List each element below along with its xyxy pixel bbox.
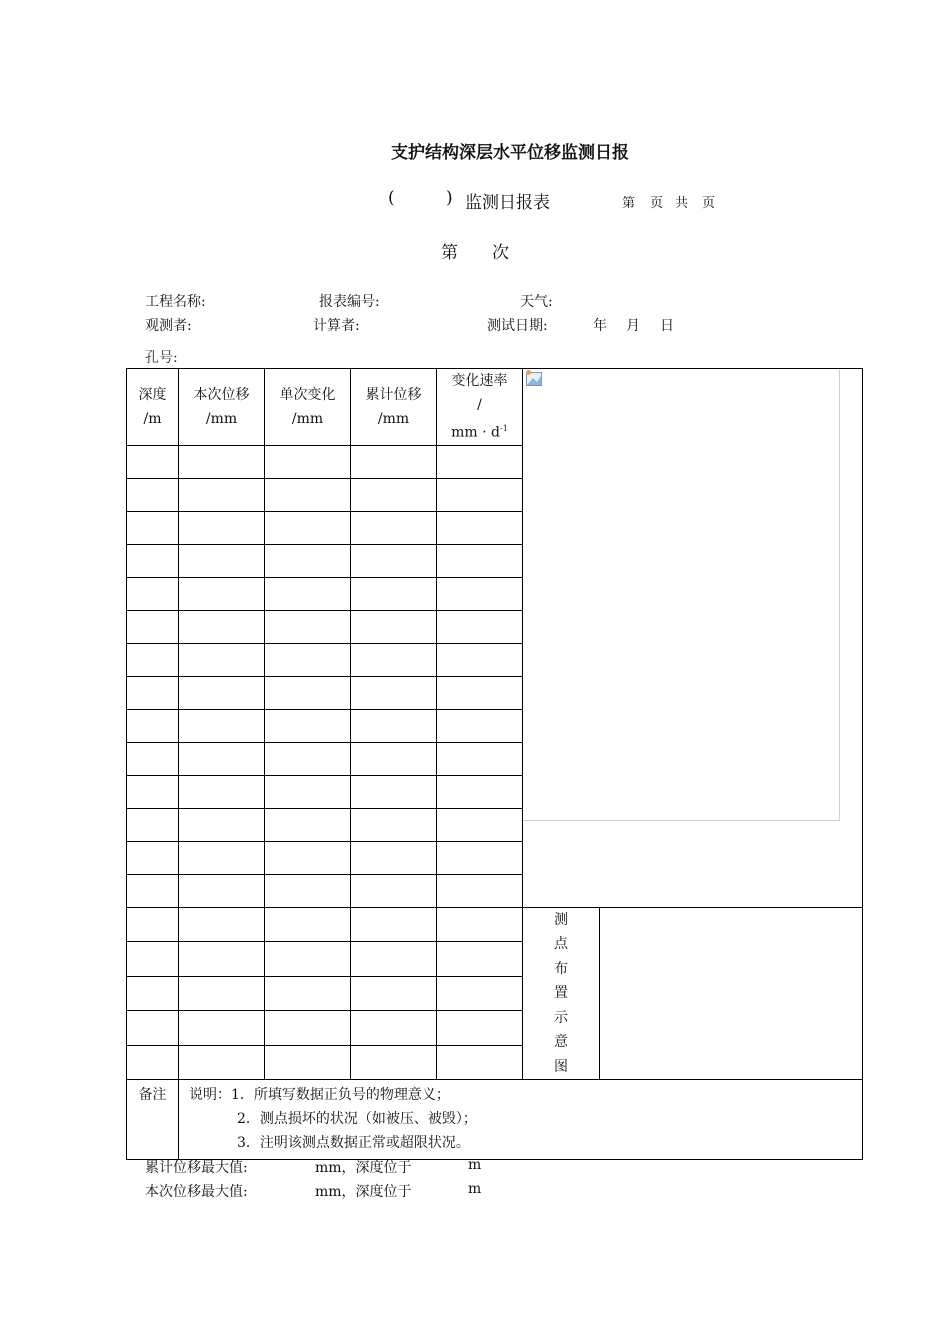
single-change-cell[interactable] — [265, 610, 351, 643]
cumulative-displacement-cell[interactable] — [351, 478, 437, 511]
header-depth — [127, 369, 179, 446]
current-displacement-cell[interactable] — [179, 1045, 265, 1080]
layout-diagram-label — [523, 907, 600, 1080]
depth-cell[interactable] — [127, 544, 179, 577]
depth-cell[interactable] — [127, 1045, 179, 1080]
header-cumulative-a: 累计位移 — [365, 386, 422, 403]
change-rate-cell[interactable] — [437, 907, 523, 942]
cumulative-displacement-cell[interactable] — [351, 1045, 437, 1080]
header-rate-b: / — [477, 397, 482, 413]
change-rate-cell[interactable] — [437, 709, 523, 742]
subtitle-paren-open: ( — [388, 188, 395, 208]
depth-cell[interactable] — [127, 775, 179, 808]
change-rate-cell[interactable] — [437, 577, 523, 610]
cumulative-displacement-cell[interactable] — [351, 544, 437, 577]
change-rate-cell[interactable] — [437, 976, 523, 1011]
weather-label: 天气: — [520, 294, 553, 310]
project-name-label: 工程名称: — [145, 294, 206, 310]
depth-cell[interactable] — [127, 976, 179, 1011]
depth-cell[interactable] — [127, 610, 179, 643]
single-change-cell[interactable] — [265, 841, 351, 874]
cumulative-displacement-cell[interactable] — [351, 1011, 437, 1046]
depth-cell[interactable] — [127, 841, 179, 874]
depth-cell[interactable] — [127, 445, 179, 478]
single-change-cell[interactable] — [265, 976, 351, 1011]
max-current-label: 本次位移最大值: — [145, 1184, 248, 1200]
calculator-label: 计算者: — [313, 318, 360, 334]
change-rate-cell[interactable] — [437, 775, 523, 808]
change-rate-cell[interactable] — [437, 511, 523, 544]
single-change-cell[interactable] — [265, 1045, 351, 1080]
note-line-1: 说明：1．所填写数据正负号的物理意义； — [189, 1087, 450, 1104]
single-change-cell[interactable] — [265, 445, 351, 478]
single-change-cell[interactable] — [265, 577, 351, 610]
test-date-label: 测试日期: — [487, 318, 548, 334]
current-displacement-cell[interactable] — [179, 445, 265, 478]
change-rate-cell[interactable] — [437, 942, 523, 977]
displacement-chart-placeholder — [523, 369, 840, 821]
single-change-cell[interactable] — [265, 544, 351, 577]
max-current-m: m — [468, 1181, 482, 1197]
current-displacement-cell[interactable] — [179, 874, 265, 907]
current-displacement-cell[interactable] — [179, 1011, 265, 1046]
single-change-cell[interactable] — [265, 643, 351, 676]
notes-row — [127, 1080, 863, 1160]
current-displacement-cell[interactable] — [179, 907, 265, 942]
header-current-displacement — [179, 369, 265, 446]
single-change-cell[interactable] — [265, 775, 351, 808]
cumulative-displacement-cell[interactable] — [351, 942, 437, 977]
cumulative-displacement-cell[interactable] — [351, 643, 437, 676]
hole-no-label: 孔号: — [145, 350, 178, 366]
notes-body — [179, 1080, 863, 1160]
cumulative-displacement-cell[interactable] — [351, 676, 437, 709]
monitoring-table — [126, 368, 863, 1160]
header-rate-a: 变化速率 — [451, 373, 508, 389]
current-displacement-cell[interactable] — [179, 643, 265, 676]
header-depth-a: 深度 — [138, 386, 167, 403]
layout-label-char: 意 — [554, 1034, 568, 1051]
report-title: 支护结构深层水平位移监测日报 — [391, 143, 629, 163]
header-cumulative-displacement — [351, 369, 437, 446]
header-depth-b: /m — [143, 410, 162, 427]
change-rate-cell[interactable] — [437, 874, 523, 907]
depth-cell[interactable] — [127, 577, 179, 610]
depth-cell[interactable] — [127, 676, 179, 709]
single-change-cell[interactable] — [265, 808, 351, 841]
change-rate-cell[interactable] — [437, 841, 523, 874]
current-displacement-cell[interactable] — [179, 775, 265, 808]
single-change-cell[interactable] — [265, 742, 351, 775]
cumulative-displacement-cell[interactable] — [351, 808, 437, 841]
notes-label: 备注 — [127, 1080, 179, 1160]
subtitle-text: 监测日报表 — [465, 193, 550, 213]
change-rate-cell[interactable] — [437, 643, 523, 676]
cumulative-displacement-cell[interactable] — [351, 742, 437, 775]
depth-cell[interactable] — [127, 742, 179, 775]
current-displacement-cell[interactable] — [179, 976, 265, 1011]
layout-label-char: 点 — [554, 936, 568, 953]
header-current-b: /mm — [205, 410, 238, 427]
layout-label-char: 测 — [554, 911, 568, 928]
cumulative-displacement-cell[interactable] — [351, 709, 437, 742]
current-displacement-cell[interactable] — [179, 808, 265, 841]
single-change-cell[interactable] — [265, 709, 351, 742]
change-rate-cell[interactable] — [437, 1045, 523, 1080]
cumulative-displacement-cell[interactable] — [351, 841, 437, 874]
cumulative-displacement-cell[interactable] — [351, 874, 437, 907]
header-single-a: 单次变化 — [279, 386, 336, 403]
change-rate-cell[interactable] — [437, 478, 523, 511]
single-change-cell[interactable] — [265, 1011, 351, 1046]
change-rate-cell[interactable] — [437, 445, 523, 478]
single-change-cell[interactable] — [265, 942, 351, 977]
current-displacement-cell[interactable] — [179, 942, 265, 977]
single-change-cell[interactable] — [265, 907, 351, 942]
cumulative-displacement-cell[interactable] — [351, 577, 437, 610]
depth-cell[interactable] — [127, 478, 179, 511]
observer-label: 观测者: — [145, 318, 192, 334]
max-current-unit: mm，深度位于 — [315, 1184, 412, 1200]
cumulative-displacement-cell[interactable] — [351, 511, 437, 544]
page-label-3: 共 — [675, 196, 689, 211]
current-displacement-cell[interactable] — [179, 511, 265, 544]
depth-cell[interactable] — [127, 511, 179, 544]
month-label: 月 — [626, 318, 640, 334]
depth-cell[interactable] — [127, 942, 179, 977]
page-label-4: 页 — [702, 196, 716, 211]
current-displacement-cell[interactable] — [179, 742, 265, 775]
header-cumulative-b: /mm — [377, 410, 410, 427]
sequence-a: 第 — [441, 243, 458, 263]
broken-image-icon — [525, 369, 543, 387]
layout-diagram-area — [600, 907, 863, 1080]
change-rate-cell[interactable] — [437, 610, 523, 643]
current-displacement-cell[interactable] — [179, 709, 265, 742]
current-displacement-cell[interactable] — [179, 676, 265, 709]
max-cumulative-unit: mm，深度位于 — [315, 1160, 412, 1176]
current-displacement-cell[interactable] — [179, 841, 265, 874]
header-rate-c: mm · d — [451, 424, 501, 441]
single-change-cell[interactable] — [265, 478, 351, 511]
current-displacement-cell[interactable] — [179, 478, 265, 511]
subtitle-paren-close: ) — [446, 188, 453, 208]
depth-cell[interactable] — [127, 1011, 179, 1046]
cumulative-displacement-cell[interactable] — [351, 445, 437, 478]
header-rate-sup: -1 — [500, 424, 508, 433]
change-rate-cell[interactable] — [437, 742, 523, 775]
single-change-cell[interactable] — [265, 676, 351, 709]
header-single-change — [265, 369, 351, 446]
table-row — [127, 907, 863, 942]
max-cumulative-m: m — [468, 1157, 482, 1173]
depth-cell[interactable] — [127, 874, 179, 907]
depth-cell[interactable] — [127, 643, 179, 676]
header-change-rate — [437, 369, 523, 446]
single-change-cell[interactable] — [265, 874, 351, 907]
cumulative-displacement-cell[interactable] — [351, 610, 437, 643]
change-rate-cell[interactable] — [437, 808, 523, 841]
change-rate-cell[interactable] — [437, 544, 523, 577]
note-line-2: 2．测点损坏的状况（如被压、被毁）； — [237, 1111, 477, 1128]
cumulative-displacement-cell[interactable] — [351, 907, 437, 942]
depth-cell[interactable] — [127, 907, 179, 942]
cumulative-displacement-cell[interactable] — [351, 976, 437, 1011]
report-no-label: 报表编号: — [319, 294, 380, 310]
depth-cell[interactable] — [127, 709, 179, 742]
displacement-chart-cell — [523, 369, 863, 908]
note-line-3: 3．注明该测点数据正常或超限状况。 — [237, 1135, 470, 1152]
change-rate-cell[interactable] — [437, 1011, 523, 1046]
header-current-a: 本次位移 — [193, 386, 250, 403]
year-label: 年 — [593, 318, 607, 334]
change-rate-cell[interactable] — [437, 676, 523, 709]
single-change-cell[interactable] — [265, 511, 351, 544]
page-label-2: 页 — [650, 196, 664, 211]
layout-label-char: 布 — [554, 960, 568, 977]
cumulative-displacement-cell[interactable] — [351, 775, 437, 808]
layout-label-char: 示 — [554, 1009, 568, 1026]
max-cumulative-label: 累计位移最大值: — [145, 1160, 248, 1176]
header-single-b: /mm — [291, 410, 324, 427]
depth-cell[interactable] — [127, 808, 179, 841]
page-label-1: 第 — [622, 196, 636, 211]
sequence-b: 次 — [492, 243, 509, 263]
current-displacement-cell[interactable] — [179, 610, 265, 643]
current-displacement-cell[interactable] — [179, 544, 265, 577]
layout-label-char: 置 — [554, 985, 568, 1002]
current-displacement-cell[interactable] — [179, 577, 265, 610]
day-label: 日 — [660, 318, 674, 334]
layout-label-char: 图 — [554, 1058, 568, 1075]
